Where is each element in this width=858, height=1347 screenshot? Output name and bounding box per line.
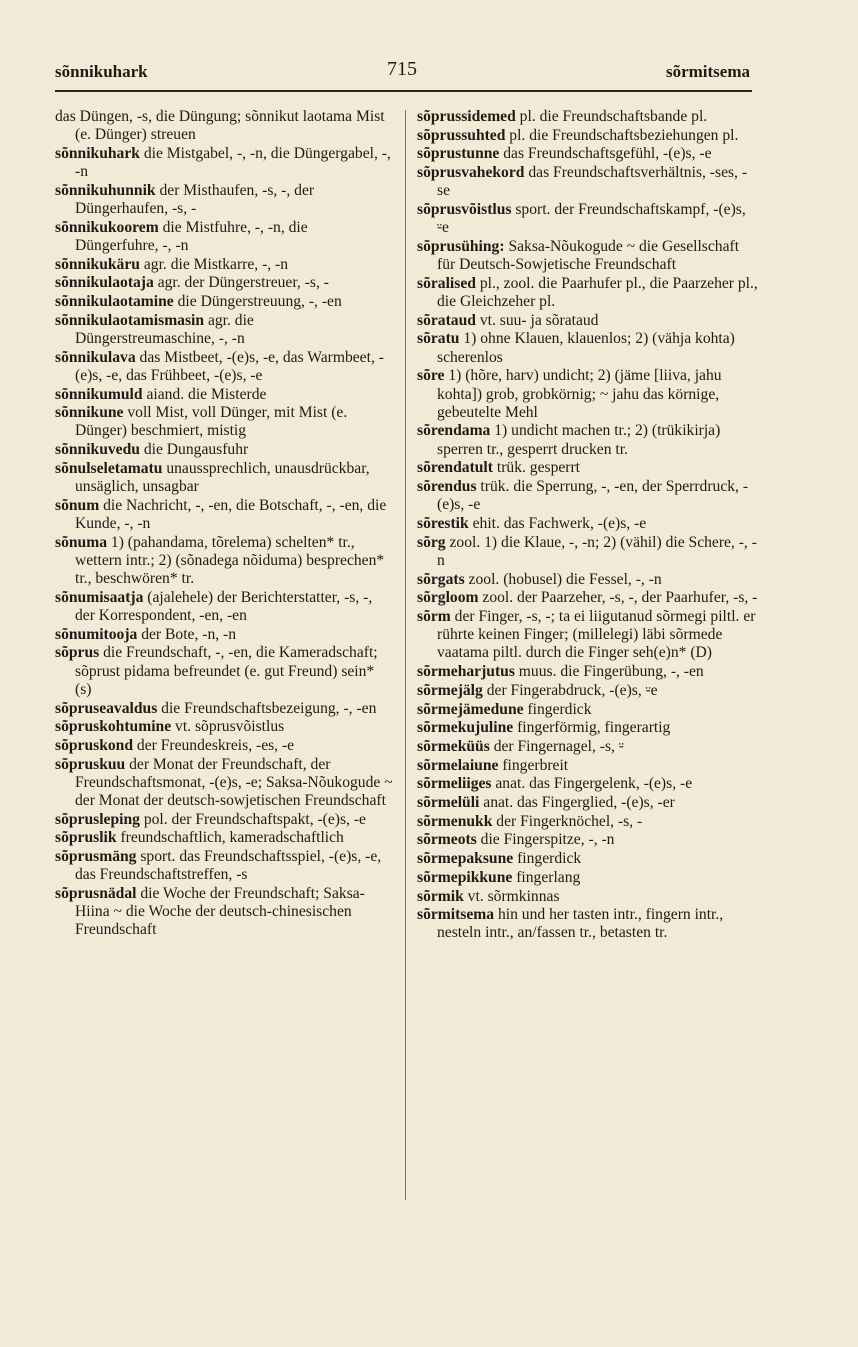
entry-headword: sõnnikuhunnik — [55, 181, 156, 199]
dictionary-entry — [417, 850, 758, 868]
entry-definition: fingerdick — [523, 700, 592, 718]
dictionary-entry — [417, 515, 758, 533]
dictionary-entry — [417, 589, 758, 607]
column-divider — [405, 110, 406, 1200]
entry-definition: 1) (hõre, harv) undicht; 2) (jäme [liiva, jahu kohta]) grob, grobkörnig; ~ jahu das körnige, gebeutelte Mehl — [437, 367, 722, 421]
dictionary-entry — [55, 441, 393, 459]
entry-definition: aiand. die Misterde — [142, 385, 267, 403]
entry-definition: die Nachricht, -, -en, die Botschaft, -, -en, die Kunde, -, -n — [75, 496, 387, 532]
entry-headword: sõnnikulaotamine — [55, 293, 174, 311]
entry-headword: sõnnikumuld — [55, 385, 143, 403]
entry-definition: die Mistgabel, -, -n, die Düngergabel, -, -n — [75, 144, 391, 181]
entry-definition: das Mistbeet, -(e)s, -e, das Warmbeet, -(e)s, -e, das Frühbeet, -(e)s, -e — [75, 348, 384, 384]
entry-definition: trük. gesperrt — [492, 459, 581, 477]
dictionary-entry — [417, 571, 758, 589]
dictionary-entry — [417, 701, 758, 719]
entry-definition: fingerlang — [512, 868, 581, 886]
dictionary-entry — [55, 312, 393, 348]
entry-headword: sõnnikune — [55, 404, 124, 422]
entry-definition: der Freundeskreis, -es, -e — [133, 736, 295, 754]
entry-definition: die Düngerstreuung, -, -en — [173, 293, 342, 311]
dictionary-entry — [417, 312, 758, 330]
dictionary-entry — [55, 737, 393, 755]
entry-definition: die Mistfuhre, -, -n, die Düngerfuhre, -, -n — [75, 218, 308, 254]
entry-headword: sõrg — [417, 533, 446, 551]
entry-definition: Saksa-Nõukogude ~ die Gesellschaft für Deutsch-Sowjetische Freundschaft — [437, 237, 740, 274]
entry-definition: fingerdick — [513, 850, 582, 868]
dictionary-entry — [417, 108, 758, 126]
entry-headword: sõpruslik — [55, 829, 117, 847]
entry-headword: sõnnikukoorem — [55, 218, 159, 236]
entry-definition: agr. der Düngerstreuer, -s, - — [153, 274, 329, 292]
entry-headword: sõrgats — [417, 570, 465, 588]
dictionary-entry — [55, 885, 393, 940]
entry-definition: der Fingernagel, -s, ⸚ — [489, 737, 624, 755]
entry-headword: sõnnikuhark — [55, 144, 140, 162]
entry-definition: voll Mist, voll Dünger, mit Mist (e. Dünger) beschmiert, mistig — [75, 404, 348, 440]
dictionary-entry — [55, 256, 393, 274]
entry-definition: fingerbreit — [498, 756, 569, 774]
entry-headword: sõratu — [417, 330, 460, 348]
dictionary-entry — [55, 349, 393, 385]
dictionary-entry — [55, 460, 393, 496]
entry-definition: der Finger, -s, -; ta ei liigutanud sõrmegi piltl. er rührte keinen Finger; (millelegi) läbi sõrmede vaatama piltl. durch die Finger seh(e)n* (D) — [437, 607, 756, 662]
entry-definition: pl., zool. die Paarhufer pl., die Paarzeher pl., die Gleichzeher pl. — [437, 274, 758, 311]
entry-headword: sõpruseavaldus — [55, 699, 158, 717]
entry-headword: sõrataud — [417, 311, 476, 329]
page-header — [55, 58, 750, 86]
entry-headword: sõrm — [417, 607, 451, 625]
right-column — [417, 108, 758, 943]
entry-definition: ehit. das Fachwerk, -(e)s, -e — [468, 514, 647, 532]
entry-definition: pl. die Freundschaftsbeziehungen pl. — [505, 126, 739, 144]
dictionary-entry — [417, 813, 758, 831]
entry-definition: anat. das Fingerglied, -(e)s, -er — [479, 794, 675, 812]
dictionary-entry — [417, 201, 758, 237]
entry-headword: sõnnikulaotamismasin — [55, 311, 205, 329]
header-first-headword: sõnnikuhark — [55, 62, 148, 81]
entry-headword: sõrmepikkune — [417, 868, 513, 886]
entry-headword: sõprusmäng — [55, 848, 137, 866]
dictionary-entry — [417, 164, 758, 200]
page-number: 715 — [387, 58, 417, 80]
entry-definition: vt. suu- ja sõrataud — [475, 311, 599, 329]
entry-headword: sõralised — [417, 274, 476, 292]
entry-definition: hin und her tasten intr., fingern intr., nesteln intr., an/fassen tr., betasten tr. — [437, 906, 724, 942]
entry-headword: sõrmelüli — [417, 794, 480, 812]
entry-definition: fingerförmig, fingerartig — [513, 719, 671, 737]
entry-definition: trük. die Sperrung, -, -en, der Sperrdruck, -(e)s, -e — [437, 478, 749, 514]
entry-headword: sõrmeots — [417, 831, 477, 849]
entry-definition: die Woche der Freundschaft; Saksa-Hiina ~ die Woche der deutsch-chinesischen Freundschaft — [75, 885, 365, 939]
dictionary-entry — [417, 738, 758, 756]
dictionary-entry — [55, 589, 393, 625]
dictionary-entry — [55, 386, 393, 404]
entry-headword: sõrmepaksune — [417, 850, 514, 868]
entry-definition: 1) (pahandama, tõrelema) schelten* tr., wettern intr.; 2) (sõnadega nõiduma) besprechen* tr., beschwören* tr. — [75, 533, 385, 588]
dictionary-entry — [417, 663, 758, 681]
entry-definition: muus. die Fingerübung, -, -en — [514, 663, 704, 681]
dictionary-entry — [55, 497, 393, 533]
dictionary-entry — [55, 219, 393, 255]
dictionary-entry — [417, 422, 758, 458]
entry-headword: sõprussidemed — [417, 108, 516, 125]
entry-definition: vt. sõrmkinnas — [463, 887, 560, 905]
header-rule — [55, 90, 752, 92]
entry-headword: sõrmenukk — [417, 812, 493, 830]
entry-headword: sõprusnädal — [55, 885, 137, 903]
entry-headword: sõrmitsema — [417, 906, 495, 924]
entry-headword: sõprustunne — [417, 145, 500, 163]
dictionary-entry — [417, 682, 758, 700]
entry-definition: vt. sõprusvõistlus — [171, 718, 285, 736]
dictionary-entry — [417, 127, 758, 145]
dictionary-entry — [417, 275, 758, 311]
dictionary-entry — [55, 756, 393, 811]
entry-headword: sõprus — [55, 644, 100, 662]
entry-headword: sõnnikulaotaja — [55, 274, 154, 292]
dictionary-entry — [417, 794, 758, 812]
dictionary-entry — [417, 534, 758, 570]
entry-headword: sõrendatult — [417, 459, 493, 477]
dictionary-entry — [55, 829, 393, 847]
entry-headword: sõrmejämedune — [417, 700, 524, 718]
dictionary-entry — [55, 700, 393, 718]
dictionary-entry — [55, 644, 393, 699]
entry-headword: sõpruskuu — [55, 755, 126, 773]
entry-definition: der Monat der Freundschaft, der Freundschaftsmonat, -(e)s, -e; Saksa-Nõukogude ~ der Monat der deutsch-sowjetischen Freundschaft — [75, 755, 393, 810]
entry-definition: zool. 1) die Klaue, -, -n; 2) (vähil) die Schere, -, -n — [437, 533, 757, 569]
entry-headword: sõnumisaatja — [55, 588, 144, 606]
entry-headword: sõnumitooja — [55, 625, 138, 643]
entry-headword: sõrmekujuline — [417, 719, 514, 737]
dictionary-entry — [417, 888, 758, 906]
entry-definition: die Freundschaft, -, -en, die Kameradschaft; sõprust pidama befreundet (e. gut Freund) sein* (s) — [75, 644, 378, 698]
entry-definition: das Freundschaftsgefühl, -(e)s, -e — [499, 145, 712, 163]
dictionary-entry — [55, 404, 393, 440]
entry-definition: pol. der Freundschaftspakt, -(e)s, -e — [139, 810, 366, 828]
entry-definition: agr. die Düngerstreumaschine, -, -n — [75, 311, 254, 347]
entry-headword: sõpruskohtumine — [55, 718, 172, 736]
entry-definition: anat. das Fingergelenk, -(e)s, -e — [491, 775, 693, 793]
entry-headword: sõpruskond — [55, 736, 134, 754]
entry-headword: sõrendama — [417, 422, 491, 440]
header-last-headword: sõrmitsema — [665, 62, 750, 81]
dictionary-entry — [417, 330, 758, 366]
entry-headword: sõnnikulava — [55, 348, 136, 366]
entry-definition: pl. die Freundschaftsbande pl. — [515, 108, 708, 125]
dictionary-entry — [55, 848, 393, 884]
dictionary-entry — [55, 534, 393, 589]
entry-headword: sõprussuhted — [417, 126, 506, 144]
dictionary-entry — [55, 108, 393, 144]
dictionary-entry — [417, 478, 758, 514]
entry-headword: sõrmik — [417, 887, 464, 905]
dictionary-entry — [55, 182, 393, 218]
dictionary-entry — [417, 608, 758, 663]
dictionary-entry — [417, 775, 758, 793]
entry-definition: (ajalehele) der Berichterstatter, -s, -, der Korrespondent, -en, -en — [75, 588, 373, 624]
entry-headword: sõnum — [55, 496, 100, 514]
dictionary-entry — [417, 869, 758, 887]
entry-headword: sõnnikukäru — [55, 255, 140, 273]
entry-headword: sõrendus — [417, 478, 477, 496]
entry-headword: sõnnikuvedu — [55, 441, 140, 459]
entry-definition: 1) ohne Klauen, klauenlos; 2) (vähja kohta) scherenlos — [437, 330, 735, 366]
entry-definition: sport. der Freundschaftskampf, -(e)s, ⸚e — [437, 201, 746, 237]
dictionary-entry — [417, 145, 758, 163]
entry-headword: sõrmeküüs — [417, 737, 490, 755]
entry-definition: das Freundschaftsverhältnis, -ses, -se — [437, 164, 748, 200]
dictionary-entry — [417, 831, 758, 849]
entry-headword: sõre — [417, 367, 445, 385]
entry-headword: sõprusühing: — [417, 237, 505, 255]
dictionary-entry — [55, 811, 393, 829]
dictionary-entry — [417, 459, 758, 477]
dictionary-entry — [417, 367, 758, 422]
entry-headword: sõnuma — [55, 533, 107, 551]
entry-headword: sõprusvõistlus — [417, 201, 512, 219]
entry-definition: der Fingerabdruck, -(e)s, ⸚e — [482, 681, 658, 699]
dictionary-entry — [417, 719, 758, 737]
entry-headword: sõprusleping — [55, 810, 140, 828]
dictionary-entry — [417, 906, 758, 942]
entry-definition: sport. das Freundschaftsspiel, -(e)s, -e, das Freundschaftstreffen, -s — [75, 848, 382, 884]
dictionary-entry — [55, 145, 393, 181]
entry-headword: sõrmeliiges — [417, 775, 492, 793]
entry-headword: sõnulseletamatu — [55, 459, 163, 477]
entry-headword: sõrgloom — [417, 589, 479, 607]
dictionary-entry — [55, 274, 393, 292]
entry-definition: 1) undicht machen tr.; 2) (trükikirja) sperren tr., gesperrt drucken tr. — [437, 422, 721, 458]
entry-definition: agr. die Mistkarre, -, -n — [139, 255, 289, 273]
entry-definition: die Dungausfuhr — [139, 441, 249, 459]
dictionary-entry — [55, 718, 393, 736]
entry-definition: zool. der Paarzeher, -s, -, der Paarhufer, -s, - — [478, 589, 758, 607]
entry-headword: sõrmeharjutus — [417, 663, 515, 681]
entry-headword: sõprusvahekord — [417, 164, 525, 182]
dictionary-entry — [417, 757, 758, 775]
dictionary-entry — [417, 238, 758, 274]
dictionary-entry — [55, 626, 393, 644]
entry-definition: unaussprechlich, unausdrückbar, unsäglich, unsagbar — [75, 459, 370, 496]
entry-definition: das Düngen, -s, die Düngung; sõnnikut laotama Mist (e. Dünger) streuen — [55, 108, 385, 144]
entry-headword: sõrmejälg — [417, 681, 483, 699]
entry-headword: sõrestik — [417, 514, 469, 532]
entry-headword: sõrmelaiune — [417, 756, 499, 774]
entry-definition: freundschaftlich, kameradschaftlich — [116, 829, 344, 847]
entry-definition: der Misthaufen, -s, -, der Düngerhaufen, -s, - — [75, 181, 315, 218]
entry-definition: zool. (hobusel) die Fessel, -, -n — [464, 570, 662, 588]
entry-definition: die Fingerspitze, -, -n — [476, 831, 615, 849]
entry-definition: die Freundschaftsbezeigung, -, -en — [157, 699, 377, 717]
left-column — [55, 108, 393, 940]
entry-definition: der Bote, -n, -n — [137, 625, 237, 643]
entry-definition: der Fingerknöchel, -s, - — [492, 812, 643, 830]
dictionary-entry — [55, 293, 393, 311]
